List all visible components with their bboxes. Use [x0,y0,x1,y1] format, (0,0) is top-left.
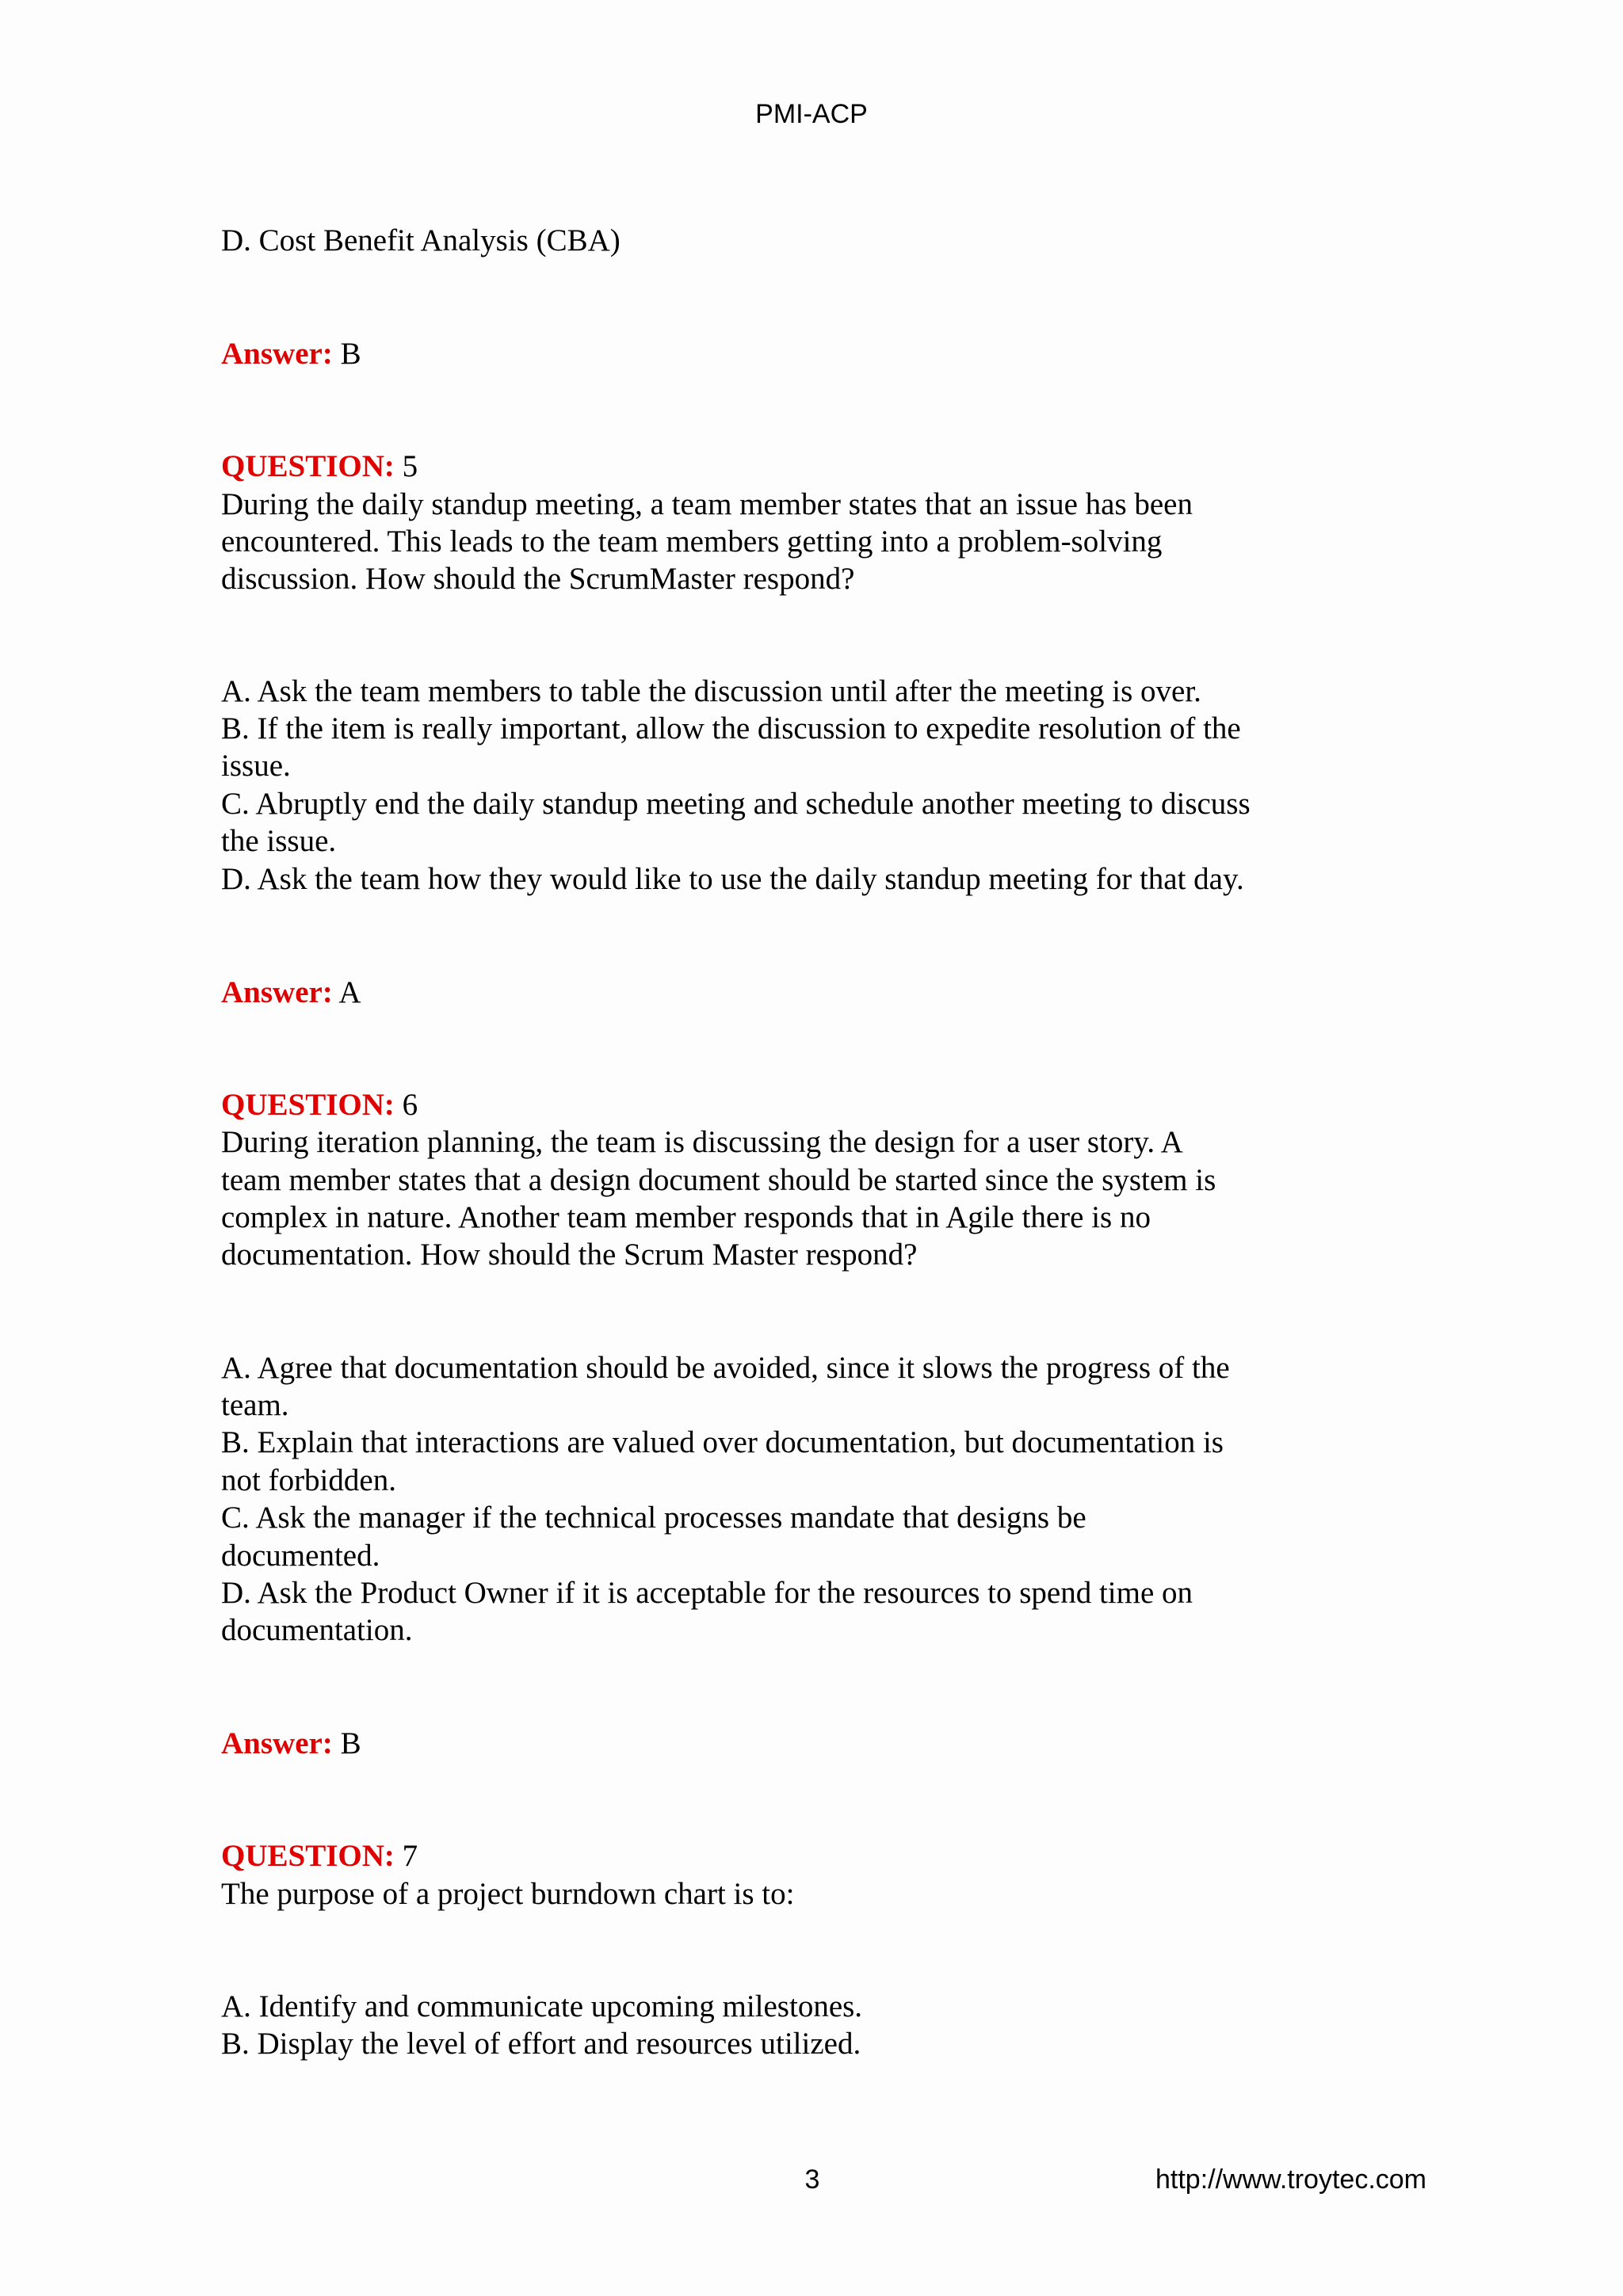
question-label: QUESTION: [221,1839,395,1873]
option-line: C. Abruptly end the daily standup meeting and schedule another meeting to discuss [221,787,1251,821]
option-line: team. [221,1388,289,1422]
question-text-line: During iteration planning, the team is discussing the design for a user story. A [221,1125,1183,1159]
option-line: documented. [221,1539,380,1573]
question-number: 5 [402,449,418,483]
option-line: B. If the item is really important, allow the discussion to expedite resolution of the [221,711,1241,746]
footer-url: http://www.troytec.com [1155,2164,1426,2195]
question-number: 6 [402,1088,418,1122]
question-label: QUESTION: [221,1088,395,1122]
option-line: D. Ask the Product Owner if it is acceptable for the resources to spend time on [221,1576,1193,1610]
option-line: not forbidden. [221,1463,396,1497]
option-line: A. Ask the team members to table the discussion until after the meeting is over. [221,674,1201,708]
option-line: C. Ask the manager if the technical processes mandate that designs be [221,1501,1086,1535]
page-number: 3 [804,2164,820,2195]
question-number: 7 [402,1839,418,1873]
answer-value: B [340,1726,361,1760]
option-line: A. Agree that documentation should be avoided, since it slows the progress of the [221,1351,1230,1385]
previous-option-d: D. Cost Benefit Analysis (CBA) [221,223,621,257]
answer-value: A [338,975,361,1009]
question-text-line: During the daily standup meeting, a team member states that an issue has been [221,487,1193,521]
question-text-line: documentation. How should the Scrum Master respond? [221,1238,918,1272]
page-header-title: PMI-ACP [755,99,868,129]
answer-label: Answer: [221,1726,333,1760]
answer-line [221,335,361,372]
option-line: issue. [221,749,291,783]
option-line: B. Explain that interactions are valued over documentation, but documentation is [221,1425,1224,1459]
option-line: documentation. [221,1613,413,1647]
option-line: the issue. [221,824,337,858]
answer-label: Answer: [221,337,333,371]
answer-value: B [340,337,361,371]
option-line: D. Ask the team how they would like to use the daily standup meeting for that day. [221,862,1244,896]
option-line: B. Display the level of effort and resources utilized. [221,2027,861,2061]
question-text-line: team member states that a design document should be started since the system is [221,1163,1216,1197]
answer-line [221,974,361,1011]
question-text-line: encountered. This leads to the team members getting into a problem-solving [221,524,1163,559]
question-heading [221,448,418,485]
question-text-line: The purpose of a project burndown chart is to: [221,1877,795,1911]
question-heading [221,1086,418,1123]
answer-label: Answer: [221,975,333,1009]
question-heading [221,1837,418,1875]
question-text-line: discussion. How should the ScrumMaster respond? [221,562,855,596]
option-line: A. Identify and communicate upcoming milestones. [221,1989,863,2023]
answer-line [221,1725,361,1762]
question-label: QUESTION: [221,449,395,483]
question-text-line: complex in nature. Another team member responds that in Agile there is no [221,1200,1151,1234]
